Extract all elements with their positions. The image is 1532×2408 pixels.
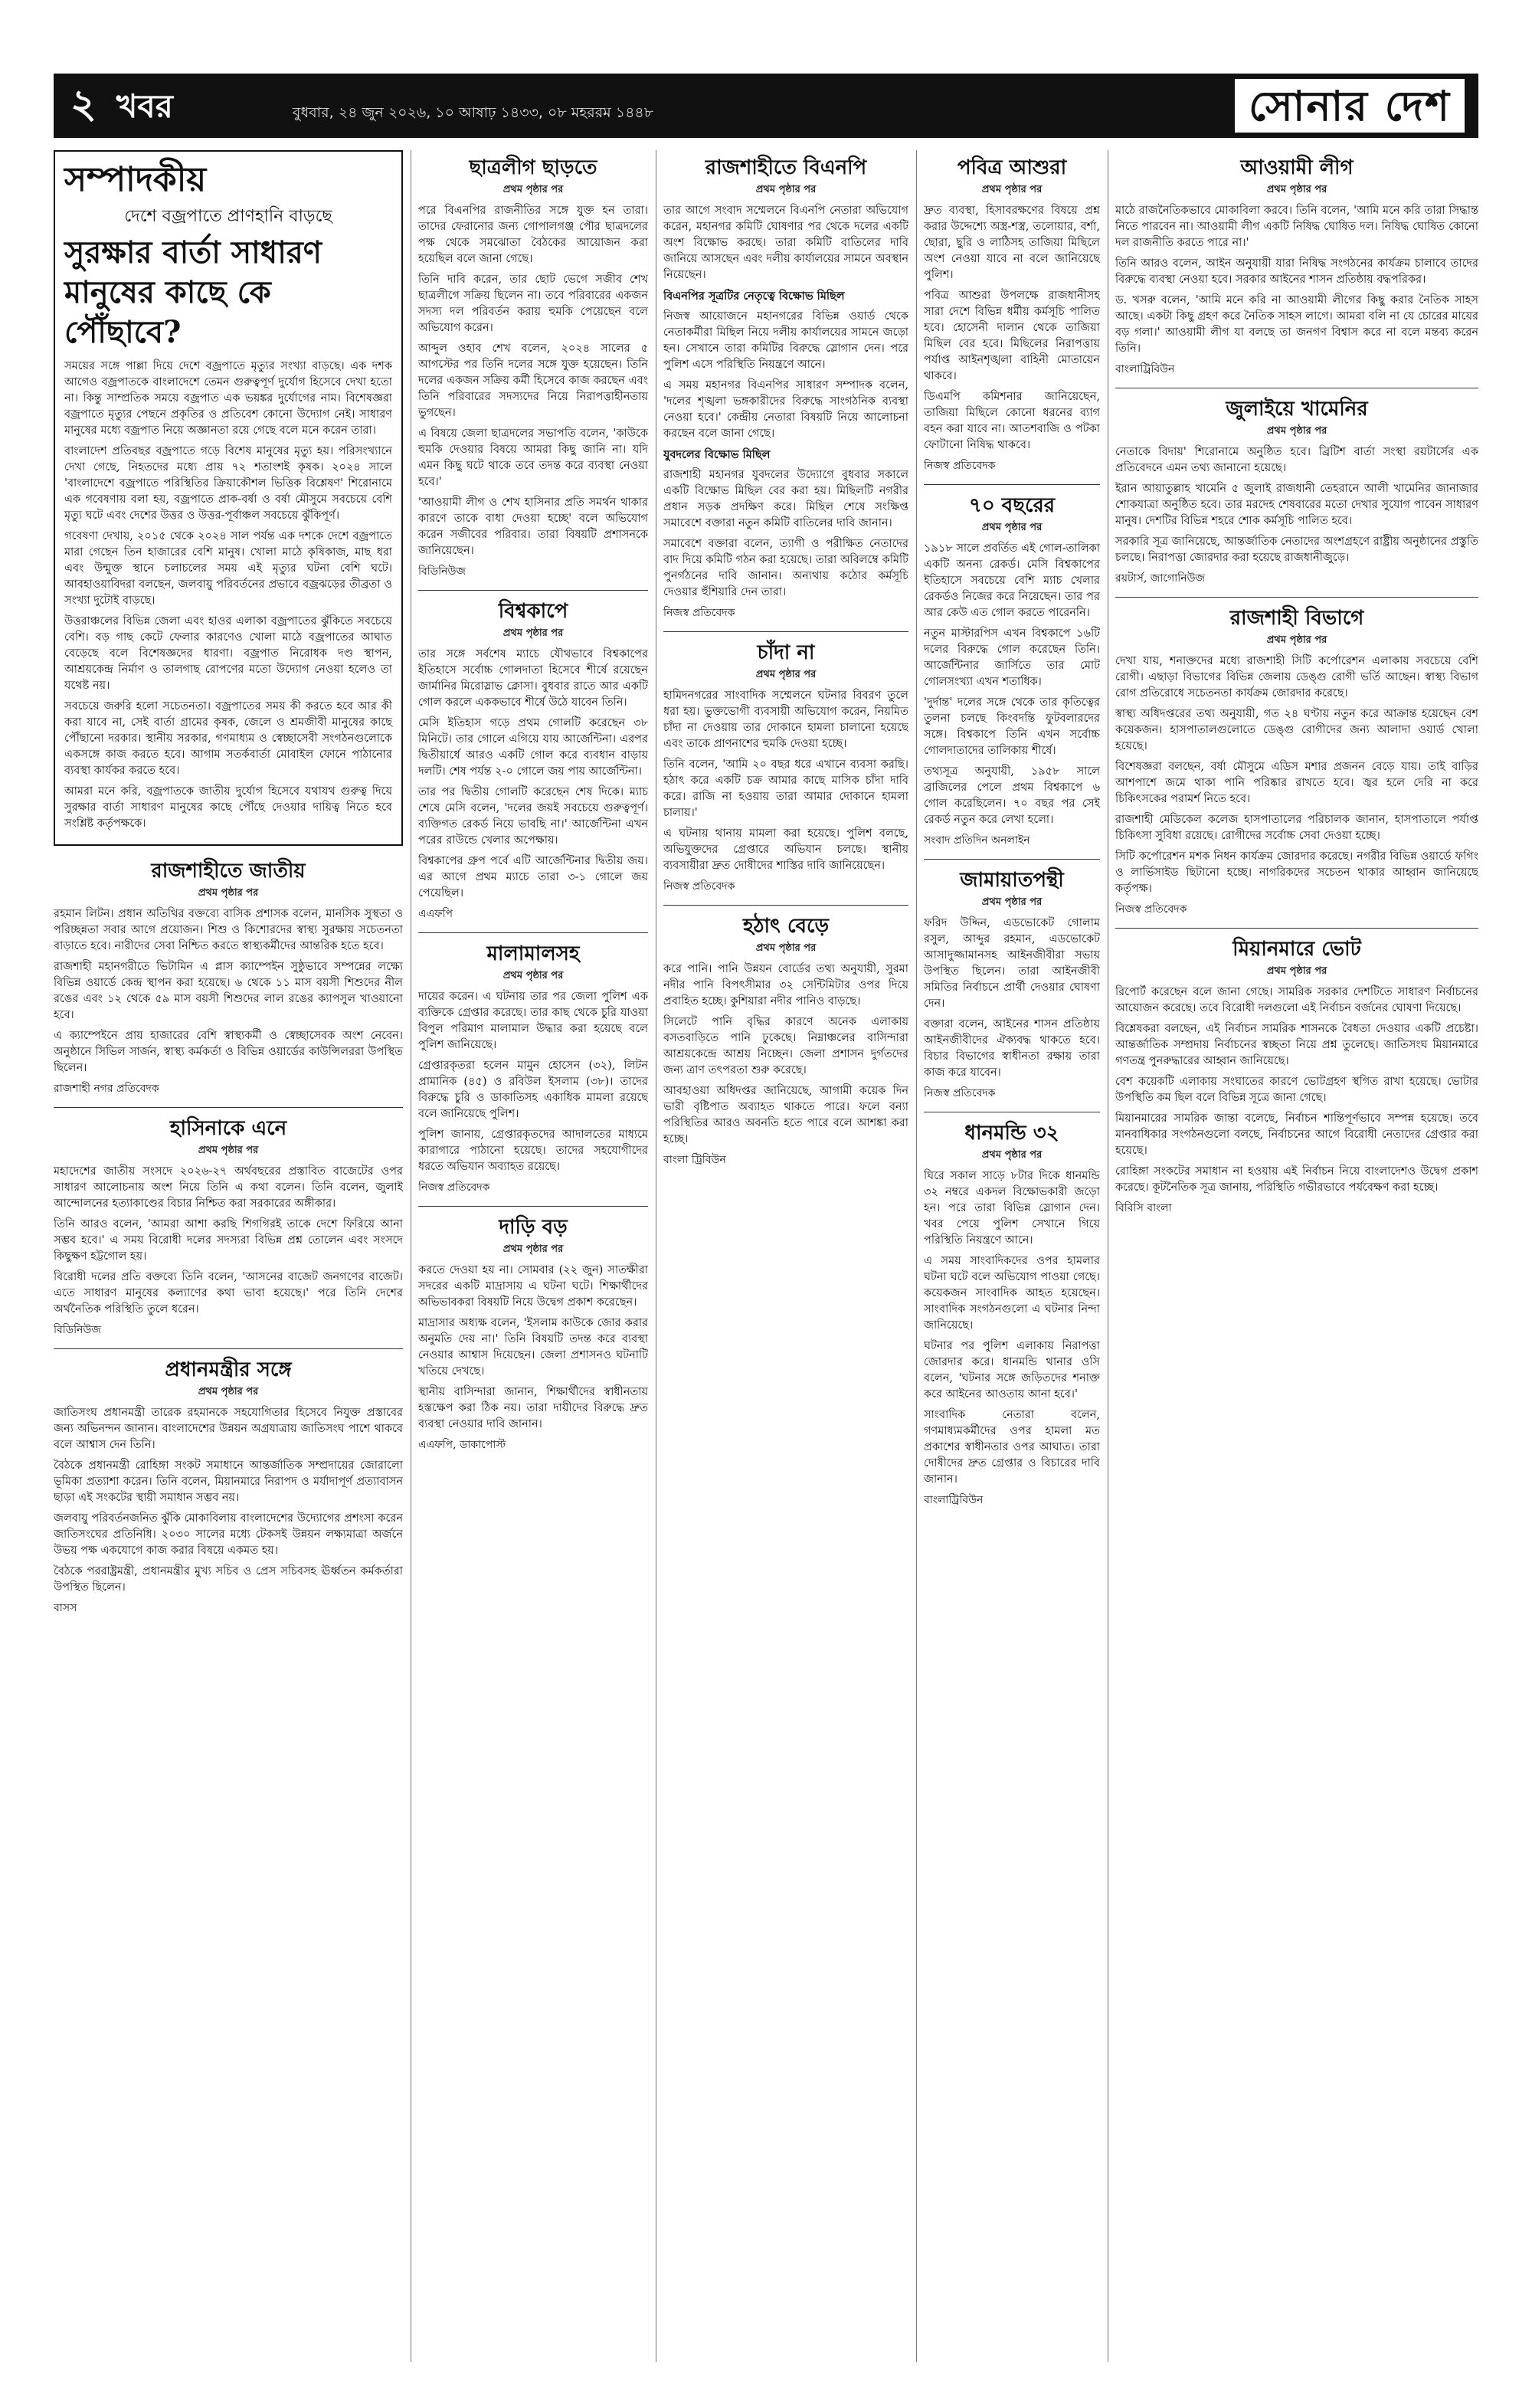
masthead-logo: সোনার দেশ xyxy=(1235,79,1465,133)
story-paragraph: রহমান লিটন। প্রধান অতিথির বক্তব্যে বাসিক প্রশাসক বলেন, মানসিক সুস্থতা ও পরিচ্ছন্নতা সবার আগে প্রয়োজন। শিশু ও কিশোরদের স্বাস্থ্য সুরক্ষায় সচেতনতা বাড়াতে হবে। নারীদের সেবা নিশ্চিত করতে স্বাস্থ্যকর্মীদের আন্তরিক হতে হবে। xyxy=(54,908,403,952)
story-headline: ছাত্রলীগ ছাড়তে xyxy=(469,156,597,179)
story-paragraph: রাজশাহী মহানগরীতে ভিটামিন এ প্লাস ক্যাম্পেইন সুষ্ঠুভাবে সম্পন্নের লক্ষ্যে বিভিন্ন ওয়ার্ডে কেন্দ্র স্থাপন করা হয়েছে। ৬ থেকে ১১ মাস বয়সী শিশুদের নীল রঙের এবং ১২ থেকে ৫৯ মাস বয়সী শিশুদের লাল রঙের ক্যাপসুল খাওয়ানো হবে। xyxy=(54,961,403,1021)
story-headline: রাজশাহীতে বিএনপি xyxy=(705,156,867,179)
story-headline: হঠাৎ বেড়ে xyxy=(742,915,830,938)
jump-label: প্রথম পৃষ্ঠার পর xyxy=(1266,634,1327,646)
column-4 xyxy=(924,150,1100,2362)
column-1 xyxy=(54,150,403,2362)
editorial-headline: সুরক্ষার বার্তা সাধারণ মানুষের কাছে কে পৌঁছাবে? xyxy=(64,234,322,350)
story-source: বাসস xyxy=(54,1602,77,1614)
story-source: বিডিনিউজ xyxy=(418,565,466,578)
story-paragraph: জলবায়ু পরিবর্তনজনিত ঝুঁকি মোকাবিলায় বাংলাদেশের উদ্যোগের প্রশংসা করেন জাতিসংঘের প্রতিনিধি। ২০৩০ সালের মধ্যে টেকসই উন্নয়ন লক্ষ্যমাত্রা অর্জনে উভয় পক্ষ একযোগে কাজ করার বিষয়ে একমত হয়। xyxy=(54,1512,403,1557)
story-paragraph: পবিত্র আশুরা উপলক্ষে রাজধানীসহ সারা দেশে বিভিন্ন ধর্মীয় কর্মসূচি পালিত হবে। হোসেনী দালান থেকে তাজিয়া মিছিল বের হবে। মিছিলের নিরাপত্তায় পর্যাপ্ত আইনশৃঙ্খলা বাহিনী মোতায়েন থাকবে। xyxy=(924,290,1100,382)
jump-label: প্রথম পৃষ্ঠার পর xyxy=(198,1386,259,1397)
story-paragraph: ড. খসরু বলেন, 'আমি মনে করি না আওয়ামী লীগের কিছু করার নৈতিক সাহস আছে। একটা কিছু গ্রহণ করে নৈতিক সাহস লাগে। আমরা বলি না যে চোরের মায়ের বড় গলা।' আওয়ামী লীগ যা বলছে তা জনগণ বিশ্বাস করে না বলে মন্তব্য করেন তিনি। xyxy=(1115,294,1478,355)
jump-label: প্রথম পৃষ্ঠার পর xyxy=(502,1243,564,1255)
editorial-paragraph: আমরা মনে করি, বজ্রপাতকে জাতীয় দুর্যোগ হিসেবে যথাযথ গুরুত্ব দিয়ে সুরক্ষার বার্তা সাধারণ মানুষের কাছে পৌঁছে দেওয়ার দায়িত্ব নিতে হবে সংশ্লিষ্ট কর্তৃপক্ষকে। xyxy=(64,785,392,830)
story-headline: রাজশাহীতে জাতীয় xyxy=(151,860,306,883)
story-paragraph: এ বিষয়ে জেলা ছাত্রদলের সভাপতি বলেন, 'কাউকে হুমকি দেওয়ার বিষয়ে আমরা কিছু জানি না। যদি এমন কিছু ঘটে থাকে তবে তদন্ত করে ব্যবস্থা নেওয়া হবে।' xyxy=(418,428,648,488)
story-paragraph: মিয়ানমারের সামরিক জান্তা বলেছে, নির্বাচন শান্তিপূর্ণভাবে সম্পন্ন হয়েছে। তবে মানবাধিকার সংগঠনগুলো বলছে, নির্বাচনের আগে বিরোধী নেতাদের গ্রেপ্তার করা হয়েছে। xyxy=(1115,1112,1478,1157)
jump-label: প্রথম পৃষ্ঠার পর xyxy=(981,522,1043,533)
jump-label: প্রথম পৃষ্ঠার পর xyxy=(755,669,817,680)
story-paragraph: এ সময় সাংবাদিকদের ওপর হামলার ঘটনা ঘটে বলে অভিযোগ পাওয়া গেছে। কয়েকজন সাংবাদিক আহত হয়েছেন। সাংবাদিক সংগঠনগুলো এ ঘটনার নিন্দা জানিয়েছে। xyxy=(924,1255,1100,1332)
story-paragraph: মাদ্রাসার অধ্যক্ষ বলেন, 'ইসলাম কাউকে জোর করার অনুমতি দেয় না।' তিনি বিষয়টি তদন্ত করে ব্যবস্থা নেওয়ার আশ্বাস দিয়েছেন। জেলা প্রশাসনও ঘটনাটি খতিয়ে দেখছে। xyxy=(418,1317,648,1378)
editorial-kicker: দেশে বজ্রপাতে প্রাণহানি বাড়ছে xyxy=(124,207,332,226)
story-paragraph: তিনি আরও বলেন, আইন অনুযায়ী যারা নিষিদ্ধ সংগঠনের কার্যক্রম চালাবে তাদের বিরুদ্ধে ব্যবস্থা নেওয়া হবে। সরকার আইনের শাসন প্রতিষ্ঠায় বদ্ধপরিকর। xyxy=(1115,257,1478,286)
story-source: বাংলাট্রিবিউন xyxy=(924,1494,984,1506)
story-headline: চাঁদা না xyxy=(757,641,815,664)
story-students-left xyxy=(418,155,648,579)
story-paragraph: রাজশাহী মহানগর যুবদলের উদ্যোগে বুধবার সকালে একটি বিক্ষোভ মিছিল বের করা হয়। মিছিলটি নগরীর প্রধান সড়ক প্রদক্ষিণ করে। মিছিল শেষে সংক্ষিপ্ত সমাবেশে বক্তারা নতুন কমিটি বাতিলের দাবি জানান। xyxy=(663,469,908,529)
header-left xyxy=(70,73,653,139)
story-paragraph: বিশেষজ্ঞরা বলছেন, বর্ষা মৌসুমে এডিস মশার প্রজনন বেড়ে যায়। তাই বাড়ির আশপাশে জমে থাকা পানি পরিষ্কার রাখতে হবে। জ্বর হলে দেরি না করে চিকিৎসকের পরামর্শ নিতে হবে। xyxy=(1115,761,1478,805)
story-paragraph: ১৯১৮ সালে প্রবর্তিত এই গোল-তালিকা একটি অনন্য রেকর্ড। মেসি বিশ্বকাপের ইতিহাসে সবচেয়ে বেশি ম্যাচ খেলার রেকর্ডও নিজের করে নিয়েছেন। তার পর আর কেউ এত গোল করতে পারেননি। xyxy=(924,542,1100,619)
story-paragraph: বক্তারা বলেন, আইনের শাসন প্রতিষ্ঠায় আইনজীবীদের ঐক্যবদ্ধ থাকতে হবে। বিচার বিভাগের স্বাধীনতা রক্ষায় তারা কাজ করে যাবেন। xyxy=(924,1018,1100,1079)
story-headline: জামায়াতপন্থী xyxy=(960,869,1064,892)
editorial-paragraph: সবচেয়ে জরুরি হলো সচেতনতা। বজ্রপাতের সময় কী করতে হবে আর কী করা যাবে না, সেই বার্তা গ্রামের কৃষক, জেলে ও শ্রমজীবী মানুষের কাছে পৌঁছানো দরকার। স্থানীয় সরকার, গণমাধ্যম ও স্বেচ্ছাসেবী সংগঠনগুলোকে একসঙ্গে কাজ করতে হবে। আগাম সতর্কবার্তা মোবাইল ফোনে পাঠানোর ব্যবস্থা কার্যকর করতে হবে। xyxy=(64,700,392,777)
page-header xyxy=(54,74,1478,138)
story-paragraph: মেসি ইতিহাস গড়ে প্রথম গোলটি করেছেন ৩৮ মিনিটে। তার গোলে এগিয়ে যায় আর্জেন্টিনা। এরপর দ্বিতীয়ার্ধে আরও একটি গোল করে ব্যবধান বাড়ায় দলটি। শেষ পর্যন্ত ২-০ গোলে জয় পায় আর্জেন্টিনা। xyxy=(418,717,648,778)
story-headline: ৭০ বছরের xyxy=(968,494,1056,517)
story-seventy-years xyxy=(924,493,1100,848)
story-source: বিবিসি বাংলা xyxy=(1115,1202,1172,1214)
story-paragraph: আবহাওয়া অধিদপ্তর জানিয়েছে, আগামী কয়েক দিন ভারী বৃষ্টিপাত অব্যাহত থাকতে পারে। ফলে বন্যা পরিস্থিতির আরও অবনতি হতে পারে বলে আশঙ্কা করা হচ্ছে। xyxy=(663,1085,908,1145)
story-paragraph: স্থানীয় বাসিন্দারা জানান, শিক্ষার্থীদের স্বাধীনতায় হস্তক্ষেপ করা ঠিক নয়। তারা দায়ীদের বিরুদ্ধে দ্রুত ব্যবস্থা নেওয়ার দাবি জানান। xyxy=(418,1386,648,1430)
story-headline: জুলাইয়ে খামেনির xyxy=(1226,398,1368,421)
jump-label: প্রথম পৃষ্ঠার পর xyxy=(981,1149,1043,1161)
story-paragraph: সিলেটে পানি বৃদ্ধির কারণে অনেক এলাকায় বসতবাড়িতে পানি ঢুকেছে। নিম্নাঞ্চলের বাসিন্দারা আশ্রয়কেন্দ্রে আশ্রয় নিচ্ছেন। জেলা প্রশাসন দুর্গতদের জন্য ত্রাণ তৎপরতা শুরু করেছে। xyxy=(663,1016,908,1076)
jump-label: প্রথম পৃষ্ঠার পর xyxy=(1266,184,1327,195)
jump-label: প্রথম পৃষ্ঠার পর xyxy=(981,184,1043,195)
story-source: নিজস্ব প্রতিবেদক xyxy=(924,1087,996,1099)
story-paragraph: দায়ের করেন। এ ঘটনায় তার পর জেলা পুলিশ এক ব্যক্তিকে গ্রেপ্তার করেছে। তার কাছ থেকে চুরি যাওয়া বিপুল পরিমাণ মালামাল উদ্ধার করা হয়েছে বলে পুলিশ জানিয়েছে। xyxy=(418,991,648,1051)
story-headline: পবিত্র আশুরা xyxy=(957,156,1067,179)
story-paragraph: বেশ কয়েকটি এলাকায় সংঘাতের কারণে ভোটগ্রহণ স্থগিত রাখা হয়েছে। ভোটার উপস্থিতি কম ছিল বলে বিভিন্ন সূত্রে জানা গেছে। xyxy=(1115,1076,1478,1104)
story-headline: বিশ্বকাপে xyxy=(498,600,568,623)
story-subhead: বিএনপির সূত্রটির নেতৃত্বে বিক্ষোভ মিছিল xyxy=(663,290,845,303)
story-source: নিজস্ব প্রতিবেদক xyxy=(1115,903,1187,916)
jump-label: প্রথম পৃষ্ঠার পর xyxy=(1266,965,1327,977)
story-rajshahi-division xyxy=(1115,605,1478,917)
jump-label: প্রথম পৃষ্ঠার পর xyxy=(981,896,1043,908)
story-paragraph: রিপোর্ট করেছেন বলে জানা গেছে। সামরিক সরকার দেশটিতে সাধারণ নির্বাচনের আয়োজন করেছে। তবে বিরোধী দলগুলো এই নির্বাচন বর্জনের ঘোষণা দিয়েছে। xyxy=(1115,986,1478,1014)
story-source: নিজস্ব প্রতিবেদক xyxy=(663,607,735,619)
story-paragraph: দ্রুত ব্যবস্থা, হিসাবরক্ষণের বিষয়ে প্রশ্ন করার উদ্দেশ্যে অস্ত্র-শস্ত্র, তলোয়ার, বর্শা, ছোরা, ছুরি ও লাঠিসহ তাজিয়া মিছিলে অংশ নেওয়া যাবে না বলে জানিয়েছে পুলিশ। xyxy=(924,205,1100,281)
story-headline: ধানমন্ডি ৩২ xyxy=(964,1122,1059,1145)
story-paragraph: বিরোধী দলের প্রতি বক্তব্যে তিনি বলেন, 'আসনের বাজেট জনগণের বাজেট। এতে সাধারণ মানুষের কল্যাণের কথা ভাবা হয়েছে।' পরে তিনি দেশের অর্থনৈতিক পরিস্থিতি তুলে ধরেন। xyxy=(54,1271,403,1315)
editorial-paragraph: সময়ের সঙ্গে পাল্লা দিয়ে দেশে বজ্রপাতে মৃত্যুর সংখ্যা বাড়ছে। এক দশক আগেও বজ্রপাতকে বাংলাদেশে তেমন গুরুত্বপূর্ণ দুর্যোগ হিসেবে দেখা হতো না। কিন্তু সাম্প্রতিক সময়ে বজ্রপাত এক ভয়ঙ্কর দুর্যোগের নাম। বিশেষজ্ঞরা বজ্রপাতে মৃত্যুর পেছনে প্রকৃতির ও প্রতিবেশ কোনো উদ্যোগ নেই। সাধারণ মানুষের মধ্যে বজ্রপাত নিয়ে অজ্ঞানতা রয়ে গেছে বলে মনে করেন তারা। xyxy=(64,360,392,437)
story-paragraph: নিজস্ব আয়োজনে মহানগরের বিভিন্ন ওয়ার্ড থেকে নেতাকর্মীরা মিছিল নিয়ে দলীয় কার্যালয়ের সামনে জড়ো হন। সেখানে তারা কমিটির বিরুদ্ধে স্লোগান দেন। পরে পুলিশ এসে পরিস্থিতি নিয়ন্ত্রণে আনে। xyxy=(663,310,908,371)
story-paragraph: তথ্যসূত্র অনুযায়ী, ১৯৫৮ সালে ব্রাজিলের পেলে প্রথম বিশ্বকাপে ৬ গোল করেছিলেন। ৭০ বছর পর সেই রেকর্ড নতুন করে লেখা হলো। xyxy=(924,765,1100,826)
jump-label: প্রথম পৃষ্ঠার পর xyxy=(502,627,564,639)
story-source: বাংলা ট্রিবিউন xyxy=(663,1154,726,1166)
story-paragraph: করতে দেওয়া হয় না। সোমবার (২২ জুন) সাতক্ষীরা সদরের একটি মাদ্রাসায় এ ঘটনা ঘটে। শিক্ষার্থীদের অভিভাবকরা বিষয়টি নিয়ে উদ্বেগ প্রকাশ করেছেন। xyxy=(418,1264,648,1309)
section-name: খবর xyxy=(116,87,173,125)
story-hasina-return xyxy=(54,1116,403,1338)
story-jamaat xyxy=(924,867,1100,1101)
jump-label: প্রথম পৃষ্ঠার পর xyxy=(502,970,564,981)
story-source: সংবাদ প্রতিদিন অনলাইন xyxy=(924,834,1030,847)
jump-label: প্রথম পৃষ্ঠার পর xyxy=(755,942,817,954)
story-paragraph: পরে বিএনপির রাজনীতির সঙ্গে যুক্ত হন তারা। তাদের ফেরানোর জন্য গোপালগঞ্জ পৌর ছাত্রদলের পক্ষ থেকে সমঝোতা বৈঠকের আয়োজন করা হয়েছিল বলে জানা গেছে। xyxy=(418,205,648,265)
story-increase-price xyxy=(418,1214,648,1453)
story-awami-league xyxy=(1115,155,1478,377)
page-number: ২ xyxy=(70,80,97,127)
story-paragraph: তিনি বলেন, 'আমি ২০ বছর ধরে এখানে ব্যবসা করছি। হঠাৎ করে একটি চক্র আমার কাছে মাসিক চাঁদা দাবি করে। রাজি না হওয়ায় তারা আমার দোকানে হামলা চালায়।' xyxy=(663,758,908,819)
story-paragraph: তার সঙ্গে সর্বশেষ ম্যাচে যৌথভাবে বিশ্বকাপের ইতিহাসে সর্বোচ্চ গোলদাতা হিসেবে শীর্ষে রয়েছেন জার্মানির মিরোস্লাভ ক্লোসা। বুধবার রাতে আর একটি গোল করলে এককভাবে শীর্ষে উঠে যাবেন তিনি। xyxy=(418,648,648,709)
story-paragraph: ঘিরে সকাল সাড়ে ৮টার দিকে ধানমন্ডি ৩২ নম্বরে একদল বিক্ষোভকারী জড়ো হন। পরে তারা বিভিন্ন স্লোগান দেন। খবর পেয়ে পুলিশ সেখানে গিয়ে পরিস্থিতি নিয়ন্ত্রণে আনে। xyxy=(924,1170,1100,1247)
story-paragraph: ফরিদ উদ্দিন, এডভোকেট গোলাম রসুল, আব্দুর রহমান, এডভোকেট আসাদুজ্জামানসহ আইনজীবীরা সভায় উপস্থিত ছিলেন। তারা আইনজীবী সমিতির নির্বাচনে প্রার্থী দেওয়ার ঘোষণা দেন। xyxy=(924,917,1100,1010)
story-paragraph: রাজশাহী মেডিকেল কলেজ হাসপাতালের পরিচালক জানান, হাসপাতালে পর্যাপ্ত চিকিৎসা সুবিধা রয়েছে। রোগীদের সর্বোচ্চ সেবা দেওয়া হচ্ছে। xyxy=(1115,814,1478,842)
story-paragraph: বৈঠকে পররাষ্ট্রমন্ত্রী, প্রধানমন্ত্রীর মুখ্য সচিব ও প্রেস সচিবসহ ঊর্ধ্বতন কর্মকর্তারা উপস্থিত ছিলেন। xyxy=(54,1565,403,1594)
story-source: এএফপি xyxy=(418,908,453,920)
story-paragraph: নতুন মাস্টারপিস এখন বিশ্বকাপে ১৬টি দলের বিরুদ্ধে গোল করেছেন তিনি। আর্জেন্টিনার জার্সিতে তার মোট গোলসংখ্যা এখন শতাধিক। xyxy=(924,627,1100,688)
story-paragraph: সাংবাদিক নেতারা বলেন, গণমাধ্যমকর্মীদের ওপর হামলা মত প্রকাশের স্বাধীনতার ওপর আঘাত। তারা দোষীদের দ্রুত গ্রেপ্তার ও বিচারের দাবি জানান। xyxy=(924,1409,1100,1486)
story-source: এএফপি, ডাকাপোস্ট xyxy=(418,1439,506,1451)
story-sudden-rise xyxy=(663,913,908,1168)
story-paragraph: সিটি কর্পোরেশন মশক নিধন কার্যক্রম জোরদার করেছে। নগরীর বিভিন্ন ওয়ার্ডে ফগিং ও লার্ভিসাইড ছিটানো হচ্ছে। নাগরিকদের সচেতন থাকার আহ্বান জানিয়েছে কর্তৃপক্ষ। xyxy=(1115,850,1478,895)
story-source: বিডিনিউজ xyxy=(54,1324,101,1336)
story-paragraph: আব্দুল ওহাব শেখ বলেন, ২০২৪ সালের ৫ আগস্টের পর তিনি দলের সঙ্গে যুক্ত হয়েছেন। তিনি দলের একজন সক্রিয় কর্মী হিসেবে কাজ করছেন এবং তিনি পরিবারের সদস্যদের নিয়ে নিরাপত্তাহীনতায় ভুগছেন। xyxy=(418,342,648,419)
jump-label: প্রথম পৃষ্ঠার পর xyxy=(198,887,259,899)
story-paragraph: সরকারি সূত্র জানিয়েছে, আন্তর্জাতিক নেতাদের অংশগ্রহণে রাষ্ট্রীয় অনুষ্ঠানের প্রস্তুতি চলছে। নিরাপত্তা জোরদার করা হয়েছে রাজধানীজুড়ে। xyxy=(1115,536,1478,564)
story-source: নিজস্ব প্রতিবেদক xyxy=(924,460,996,472)
story-paragraph: ইরান আয়াতুল্লাহ খামেনি ৫ জুলাই রাজধানী তেহরানে আলী খামেনির জানাজার শোকযাত্রা অনুষ্ঠিত হবে। তার মরদেহ শেষবারের মতো দেখার সুযোগ পাবেন সাধারণ মানুষ। দেশটির বিভিন্ন শহরে শোক কর্মসূচি পালিত হবে। xyxy=(1115,483,1478,527)
dateline: বুধবার, ২৪ জুন ২০২৬, ১০ আষাঢ় ১৪৩৩, ০৮ মহররম ১৪৪৮ xyxy=(292,103,654,121)
story-not-chanda xyxy=(663,640,908,894)
story-paragraph: ঘটনার পর পুলিশ এলাকায় নিরাপত্তা জোরদার করে। ধানমন্ডি থানার ওসি বলেন, 'ঘটনার সঙ্গে জড়িতদের শনাক্ত করে আইনের আওতায় আনা হবে।' xyxy=(924,1340,1100,1401)
story-bnp-rajshahi xyxy=(663,155,908,621)
story-paragraph: বিশ্বকাপের গ্রুপ পর্বে এটি আর্জেন্টিনার দ্বিতীয় জয়। এর আগে প্রথম ম্যাচে তারা ৩-১ গোলে জয় পেয়েছিল। xyxy=(418,855,648,899)
story-headline: হাসিনাকে এনে xyxy=(169,1117,287,1140)
editorial-paragraph: বাংলাদেশ প্রতিবছর বজ্রপাতে গড়ে বিশেষ মানুষের মৃত্যু হয়। পরিসংখ্যানে দেখা গেছে, নিহতদের মধ্যে প্রায় ৭২ শতাংশই কৃষক। ২০২৪ সালে 'বাংলাদেশে বজ্রপাতে পরিস্থিতির ক্রিয়াকৌশল ভিত্তিক বিশ্লেষণ' শিরোনামে এক গবেষণায় বলা হয়, বজ্রপাতে প্রাক-বর্ষা ও বর্ষা মৌসুমে সবচেয়ে বেশি মৃত্যু ঘটে এবং দেশের উত্তর ও উত্তর-পূর্বাঞ্চল সবচেয়ে ঝুঁকিপূর্ণ। xyxy=(64,445,392,522)
story-paragraph: মহাদেশের জাতীয় সংসদে ২০২৬-২৭ অর্থবছরের প্রস্তাবিত বাজেটের ওপর সাধারণ আলোচনায় অংশ নিয়ে তিনি এ কথা বলেন। তিনি বলেন, জুলাই আন্দোলনের হত্যাকাণ্ডের বিচার নিশ্চিত করা সরকারের অঙ্গীকার। xyxy=(54,1165,403,1210)
story-paragraph: পুলিশ জানায়, গ্রেপ্তারকৃতদের আদালতের মাধ্যমে কারাগারে পাঠানো হয়েছে। তাদের সহযোগীদের ধরতে অভিযান অব্যাহত রয়েছে। xyxy=(418,1129,648,1173)
story-paragraph: গ্রেপ্তারকৃতরা হলেন মামুন হোসেন (৩২), লিটন প্রামানিক (৪৫) ও রবিউল ইসলাম (৩৮)। তাদের বিরুদ্ধে চুরি ও ডাকাতিসহ একাধিক মামলা রয়েছে বলে জানিয়েছে পুলিশ। xyxy=(418,1060,648,1120)
story-subhead: যুবদলের বিক্ষোভ মিছিল xyxy=(663,448,771,461)
story-paragraph: সমাবেশে বক্তারা বলেন, ত্যাগী ও পরীক্ষিত নেতাদের বাদ দিয়ে কমিটি গঠন করা হয়েছে। তারা অবিলম্বে কমিটি পুনর্গঠনের দাবি জানান। অন্যথায় কঠোর কর্মসূচি দেওয়ার হুঁশিয়ারি দেন তারা। xyxy=(663,538,908,598)
story-paragraph: করে পানি। পানি উন্নয়ন বোর্ডের তথ্য অনুযায়ী, সুরমা নদীর পানি বিপৎসীমার ৩২ সেন্টিমিটার ওপর দিয়ে প্রবাহিত হচ্ছে। কুশিয়ারা নদীর পানিও বাড়ছে। xyxy=(663,963,908,1007)
story-dhanmondi32 xyxy=(924,1120,1100,1508)
jump-label: প্রথম পৃষ্ঠার পর xyxy=(1266,425,1327,437)
story-headline: দাড়ি বড় xyxy=(499,1216,568,1239)
story-paragraph: তার পর দ্বিতীয় গোলটি করেছেন শেষ দিকে। ম্যাচ শেষে মেসি বলেন, 'দলের জয়ই সবচেয়ে গুরুত্বপূর্ণ। ব্যক্তিগত রেকর্ড নিয়ে ভাবছি না।' আর্জেন্টিনা এখন পরের রাউন্ডে খেলার অপেক্ষায়। xyxy=(418,786,648,847)
story-source: রয়টার্স, জাগোনিউজ xyxy=(1115,572,1206,585)
column-3 xyxy=(663,150,908,2362)
story-paragraph: তিনি আরও বলেন, 'আমরা আশা করছি শিগগিরই তাকে দেশে ফিরিয়ে আনা সম্ভব হবে।' এ সময় বিরোধী দলের সদস্যরা বিভিন্ন প্রশ্ন তোলেন এবং সংসদে কিছুক্ষণ হট্টগোল হয়। xyxy=(54,1218,403,1263)
story-myanmar-vote xyxy=(1115,936,1478,1216)
story-paragraph: মাঠে রাজনৈতিকভাবে মোকাবিলা করবে। তিনি বলেন, 'আমি মনে করি তারা সিদ্ধান্ত নিতে পারবেন না। আওয়ামী লীগ একটি নিষিদ্ধ ঘোষিত দল। নিষিদ্ধ ঘোষিত কোনো দল রাজনীতি করতে পারে না।' xyxy=(1115,205,1478,249)
story-sacred-ashura xyxy=(924,155,1100,473)
story-source: নিজস্ব প্রতিবেদক xyxy=(663,880,735,893)
story-source: নিজস্ব প্রতিবেদক xyxy=(418,1181,490,1194)
story-world-cup xyxy=(418,598,648,922)
story-paragraph: তিনি দাবি করেন, তার ছোট ভেগে সজীব শেখ ছাত্রলীগে সক্রিয় ছিলেন না। তবে পরিবারের একজন সদস্য দল পরিবর্তন করায় হুমকি পেয়েছেন বলে অভিযোগ করেন। xyxy=(418,274,648,334)
editorial-box xyxy=(54,150,403,846)
story-paragraph: এ ক্যাম্পেইনে প্রায় হাজারের বেশি স্বাস্থ্যকর্মী ও স্বেচ্ছাসেবক অংশ নেবেন। অনুষ্ঠানে সিভিল সার্জন, স্বাস্থ্য কর্মকর্তা ও বিভিন্ন ওয়ার্ডের কাউন্সিলররা উপস্থিত ছিলেন। xyxy=(54,1030,403,1074)
story-paragraph: 'দুর্দান্ত' দলের সঙ্গে থেকে তার কৃতিত্বের তুলনা চলছে কিংবদন্তি ফুটবলারদের সঙ্গে। বিশ্বকাপে তিনি এখন সর্বোচ্চ গোলদাতাদের তালিকায় শীর্ষে। xyxy=(924,696,1100,757)
story-headline: মালামালসহ xyxy=(486,942,580,965)
story-july-martyrs xyxy=(1115,396,1478,586)
story-with-goods xyxy=(418,941,648,1195)
jump-label: প্রথম পৃষ্ঠার পর xyxy=(755,184,817,195)
jump-label: প্রথম পৃষ্ঠার পর xyxy=(502,184,564,195)
story-source: বাংলাট্রিবিউন xyxy=(1115,363,1175,375)
editorial-paragraph: গবেষণা দেখায়, ২০১৫ থেকে ২০২৪ সাল পর্যন্ত এক দশকে দেশে বজ্রপাতে মারা গেছেন তিন হাজারের বেশি মানুষ। খোলা মাঠে কৃষিকাজ, মাছ ধরা এবং উন্মুক্ত স্থানে চলাচলের সময় এই মৃত্যুর ঘটনা বেশি ঘটে। আবহাওয়াবিদরা বলছেন, জলবায়ু পরিবর্তনের প্রভাবে বজ্রঝড়ের তীব্রতা ও সংখ্যা দুটোই বাড়ছে। xyxy=(64,530,392,607)
story-paragraph: হামিদনগরের সাংবাদিক সম্মেলনে ঘটনার বিবরণ তুলে ধরা হয়। ভুক্তভোগী ব্যবসায়ী অভিযোগ করেন, নিয়মিত চাঁদা না দেওয়ায় তার দোকানে হামলা চালানো হয়েছে এবং তাকে প্রাণনাশের হুমকি দেওয়া হচ্ছে। xyxy=(663,690,908,750)
column-2 xyxy=(418,150,648,2362)
story-paragraph: এ সময় মহানগর বিএনপির সাধারণ সম্পাদক বলেন, 'দলের শৃঙ্খলা ভঙ্গকারীদের বিরুদ্ধে সাংগঠনিক ব্যবস্থা নেওয়া হবে।' কেন্দ্রীয় নেতারা বিষয়টি নিয়ে আলোচনা করছেন বলে জানা গেছে। xyxy=(663,379,908,440)
story-paragraph: ডিএমপি কমিশনার জানিয়েছেন, তাজিয়া মিছিলে কোনো ধরনের ব্যাগ বহন করা যাবে না। আতশবাজি ও পটকা ফোটানো নিষিদ্ধ থাকবে। xyxy=(924,391,1100,451)
story-paragraph: রোহিঙ্গা সংকটের সমাধান না হওয়ায় এই নির্বাচন নিয়ে বাংলাদেশও উদ্বেগ প্রকাশ করেছে। কূটনৈতিক সূত্র জানায়, পরিস্থিতি গভীরভাবে পর্যবেক্ষণ করা হচ্ছে। xyxy=(1115,1165,1478,1194)
editorial-paragraph: উত্তরাঞ্চলের বিভিন্ন জেলা এবং হাওর এলাকা বজ্রপাতের ঝুঁকিতে সবচেয়ে বেশি। বড় গাছ কেটে ফেলার কারণেও খোলা মাঠে বজ্রপাতের আঘাত বেড়েছে বলে বিশেষজ্ঞদের ধারণা। বজ্রপাত নিরোধক দণ্ড স্থাপন, আশ্রয়কেন্দ্র নির্মাণ ও তালগাছ রোপণের মতো উদ্যোগ নেওয়া হলেও তা যথেষ্ট নয়। xyxy=(64,615,392,692)
story-paragraph: 'আওয়ামী লীগ ও শেখ হাসিনার প্রতি সমর্থন থাকার কারণে তাকে বাধা দেওয়া হচ্ছে' বলে অভিযোগ করেন সজীবের পরিবার। তারা বিষয়টি প্রশাসনকে জানিয়েছেন। xyxy=(418,496,648,557)
story-source: রাজশাহী নগর প্রতিবেদক xyxy=(54,1083,159,1095)
story-rajshahi-national xyxy=(54,858,403,1096)
story-paragraph: নেতাকে বিদায়' শিরোনামে অনুষ্ঠিত হবে। ব্রিটিশ বার্তা সংস্থা রয়টার্সের এক প্রতিবেদনে এমন তথ্য জানানো হয়েছে। xyxy=(1115,446,1478,474)
story-paragraph: বৈঠকে প্রধানমন্ত্রী রোহিঙ্গা সংকট সমাধানে আন্তর্জাতিক সম্প্রদায়ের জোরালো ভূমিকা প্রত্যাশা করেন। তিনি বলেন, মিয়ানমারে নিরাপদ ও মর্যাদাপূর্ণ প্রত্যাবাসন ছাড়া এই সংকটের স্থায়ী সমাধান সম্ভব নয়। xyxy=(54,1460,403,1504)
story-headline: আওয়ামী লীগ xyxy=(1240,156,1354,179)
story-paragraph: তার আগে সংবাদ সম্মেলনে বিএনপি নেতারা অভিযোগ করেন, মহানগর কমিটি ঘোষণার পর থেকে দলের একটি অংশ বিক্ষোভ করছে। তারা কমিটি বাতিলের দাবি জানিয়ে আসছেন এবং দলীয় কার্যালয়ের সামনে অবস্থান নিয়েছেন। xyxy=(663,205,908,281)
story-paragraph: বিশ্লেষকরা বলছেন, এই নির্বাচন সামরিক শাসনকে বৈধতা দেওয়ার একটি প্রচেষ্টা। আন্তর্জাতিক সম্প্রদায় নির্বাচনের স্বচ্ছতা নিয়ে প্রশ্ন তুলেছে। জাতিসংঘ মিয়ানমারে গণতন্ত্র পুনরুদ্ধারের আহ্বান জানিয়েছে। xyxy=(1115,1023,1478,1067)
story-paragraph: স্বাস্থ্য অধিদপ্তরের তথ্য অনুযায়ী, গত ২৪ ঘণ্টায় নতুন করে আক্রান্ত হয়েছেন বেশ কয়েকজন। হাসপাতালগুলোতে ডেঙ্গু রোগীদের জন্য আলাদা ওয়ার্ড খোলা হয়েছে। xyxy=(1115,708,1478,752)
story-paragraph: জাতিসংঘ প্রধানমন্ত্রী তারেক রহমানকে সহযোগিতার হিসেবে নিযুক্ত প্রস্তাবের জন্য অভিনন্দন জানান। বাংলাদেশের উন্নয়ন অগ্রযাত্রায় জাতিসংঘ পাশে থাকবে বলে আশ্বাস দেন তিনি। xyxy=(54,1407,403,1451)
story-headline: মিয়ানমারে ভোট xyxy=(1232,938,1361,961)
story-pm-with xyxy=(54,1357,403,1616)
story-headline: রাজশাহী বিভাগে xyxy=(1229,607,1364,630)
column-5 xyxy=(1115,150,1478,2362)
story-paragraph: দেখা যায়, শনাক্তদের মধ্যে রাজশাহী সিটি কর্পোরেশন এলাকায় সবচেয়ে বেশি রোগী। এছাড়া বিভাগের বিভিন্ন জেলায় ডেঙ্গু রোগী ভর্তি আছেন। স্বাস্থ্য বিভাগ রোগ প্রতিরোধে সচেতনতা কার্যক্রম জোরদার করেছে। xyxy=(1115,655,1478,699)
story-headline: প্রধানমন্ত্রীর সঙ্গে xyxy=(165,1358,292,1381)
jump-label: প্রথম পৃষ্ঠার পর xyxy=(198,1145,259,1156)
story-paragraph: এ ঘটনায় থানায় মামলা করা হয়েছে। পুলিশ বলছে, অভিযুক্তদের গ্রেপ্তারে অভিযান চলছে। স্থানীয় ব্যবসায়ীরা দ্রুত দোষীদের শাস্তির দাবি জানিয়েছেন। xyxy=(663,827,908,872)
editorial-label: সম্পাদকীয় xyxy=(64,160,207,199)
